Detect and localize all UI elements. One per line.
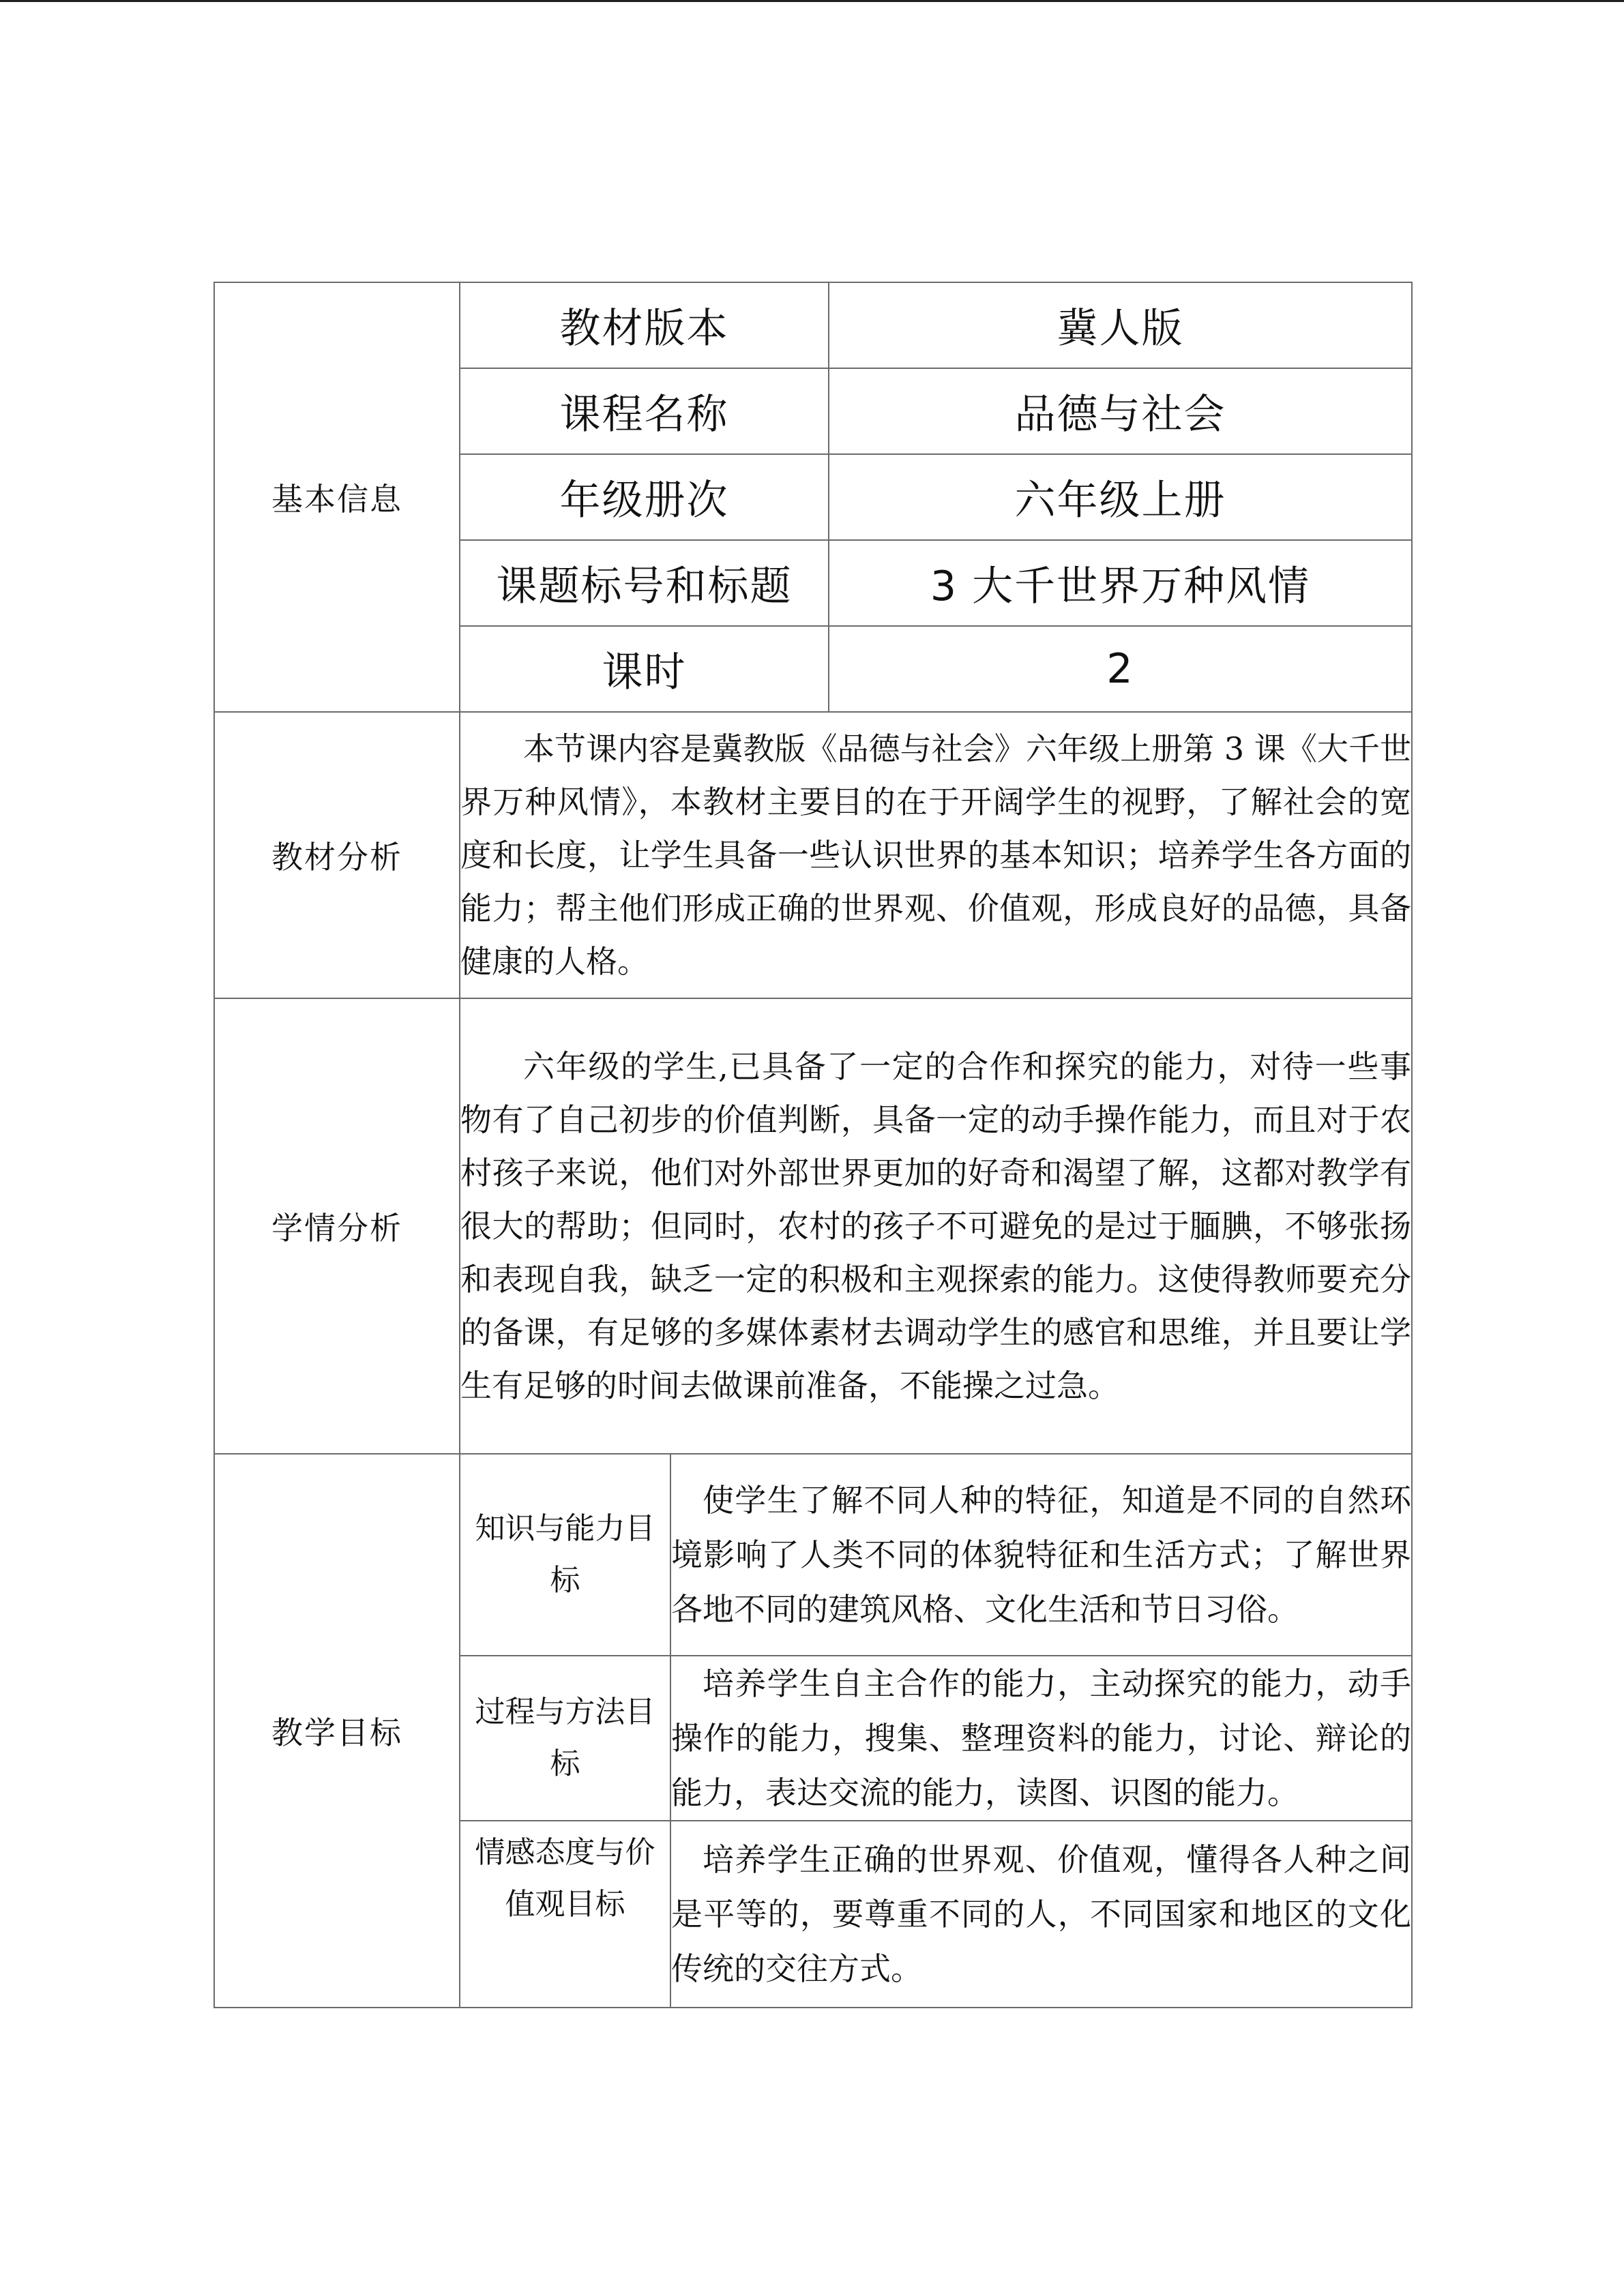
textbook-analysis-label: 教材分析 [214, 712, 460, 998]
course-name-value: 品德与社会 [829, 368, 1412, 454]
basic-info-label: 基本信息 [214, 282, 460, 712]
goal-knowledge-label: 知识与能力目标 [460, 1454, 670, 1656]
lesson-title-key: 课题标号和标题 [460, 540, 829, 626]
goal-attitude-text: 培养学生正确的世界观、价值观，懂得各人种之间是平等的，要尊重不同的人，不同国家和地区的文化传统的交往方式。 [670, 1821, 1412, 2008]
class-hours-key: 课时 [460, 626, 829, 712]
lesson-title-value: 3 大千世界万种风情 [829, 540, 1412, 626]
page-top-border [0, 0, 1624, 2]
learner-analysis-text: 六年级的学生,已具备了一定的合作和探究的能力，对待一些事物有了自己初步的价值判断，具备一定的动手操作能力，而且对于农村孩子来说，他们对外部世界更加的好奇和渴望了解，这都对教学有很大的帮助；但同时，农村的孩子不可避免的是过于腼腆，不够张扬和表现自我，缺乏一定的积极和主观探索的能力。这使得教师要充分的备课，有足够的多媒体素材去调动学生的感官和思维，并且要让学生有足够的时间去做课前准备，不能操之过急。 [460, 998, 1412, 1454]
learner-analysis-row [214, 998, 1412, 1454]
textbook-version-key: 教材版本 [460, 282, 829, 368]
learner-analysis-label: 学情分析 [214, 998, 460, 1454]
textbook-analysis-row [214, 712, 1412, 998]
grade-volume-value: 六年级上册 [829, 454, 1412, 540]
goal-row-knowledge [214, 1454, 1412, 1656]
goal-knowledge-text: 使学生了解不同人种的特征，知道是不同的自然环境影响了人类不同的体貌特征和生活方式；了解世界各地不同的建筑风格、文化生活和节日习俗。 [670, 1454, 1412, 1656]
class-hours-value: 2 [829, 626, 1412, 712]
goal-process-text: 培养学生自主合作的能力，主动探究的能力，动手操作的能力，搜集、整理资料的能力，讨论、辩论的能力，表达交流的能力，读图、识图的能力。 [670, 1656, 1412, 1821]
goal-process-label: 过程与方法目标 [460, 1656, 670, 1821]
goal-attitude-label: 情感态度与价值观目标 [460, 1821, 670, 2008]
textbook-version-value: 冀人版 [829, 282, 1412, 368]
teaching-goals-label: 教学目标 [214, 1454, 460, 2008]
course-name-key: 课程名称 [460, 368, 829, 454]
textbook-analysis-text: 本节课内容是冀教版《品德与社会》六年级上册第 3 课《大千世界万种风情》，本教材主要目的在于开阔学生的视野，了解社会的宽度和长度，让学生具备一些认识世界的基本知识；培养学生各方面的能力；帮主他们形成正确的世界观、价值观，形成良好的品德，具备健康的人格。 [460, 712, 1412, 998]
lesson-plan-table [213, 282, 1413, 2008]
basic-info-row-textbook-version [214, 282, 1412, 368]
grade-volume-key: 年级册次 [460, 454, 829, 540]
